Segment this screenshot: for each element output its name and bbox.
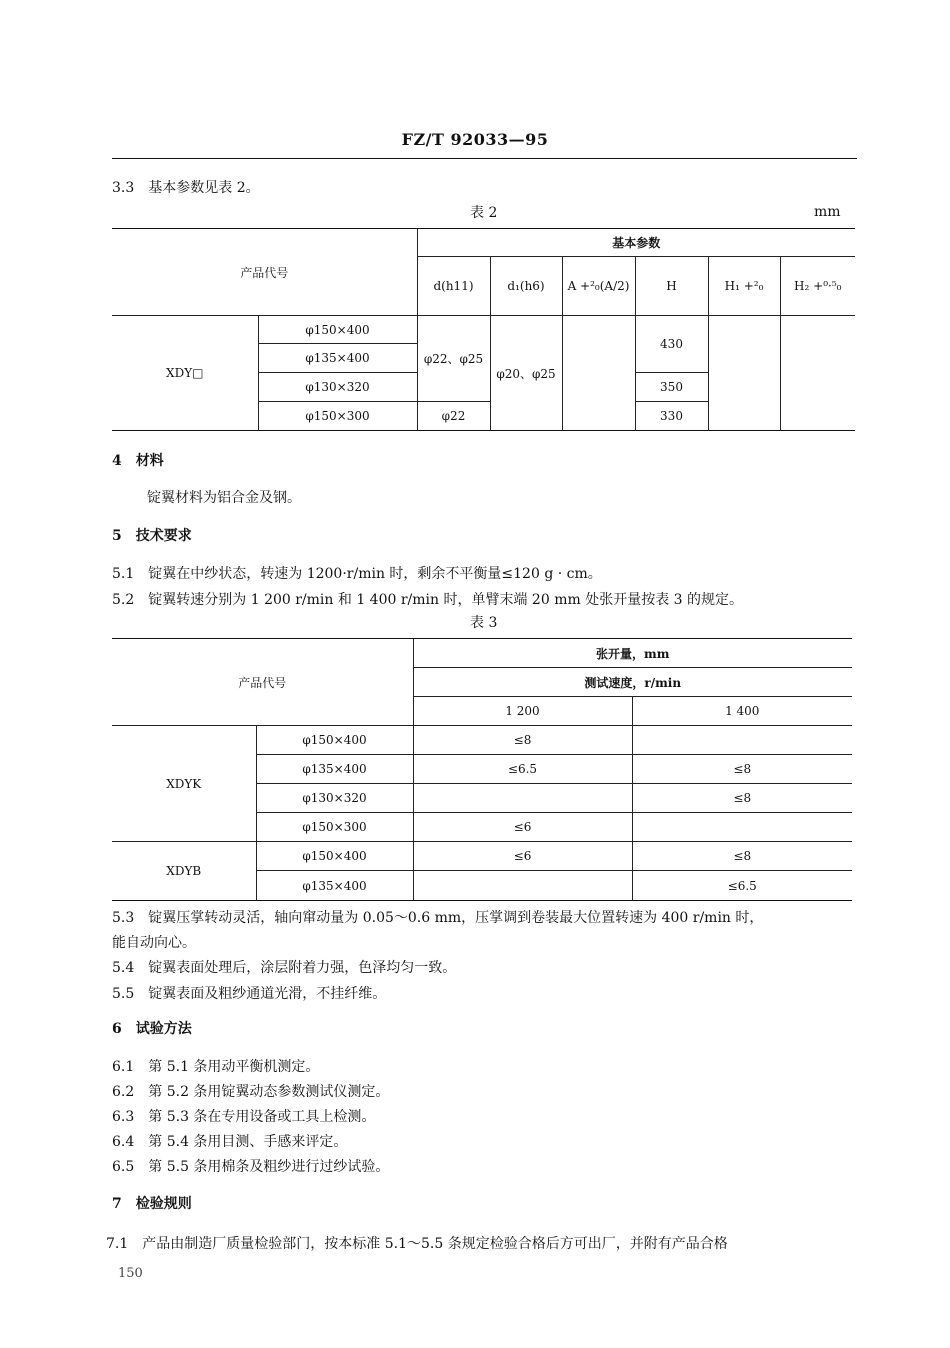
table2-size: φ150×400	[258, 316, 417, 344]
table-2	[112, 228, 855, 431]
table3-value-1400: ≤6.5	[632, 871, 852, 901]
table3-value-1400	[632, 726, 852, 755]
table2-subhead-d1: d₁(h6)	[490, 257, 562, 316]
page-number: 150	[118, 1266, 143, 1281]
table2-size: φ150×300	[258, 402, 417, 431]
table3-value-1200: ≤8	[413, 726, 632, 755]
table3-size: φ135×400	[256, 755, 413, 784]
table3-product-code: XDYK	[112, 726, 256, 842]
table3-value-1400: ≤8	[632, 755, 852, 784]
table3-product-code: XDYB	[112, 842, 256, 901]
table3-speed-1400: 1 400	[632, 697, 852, 726]
clause-6-4: 6.4 第 5.4 条用目测、手感来评定。	[112, 1134, 348, 1150]
table3-value-1400	[632, 813, 852, 842]
table3-size: φ150×300	[256, 813, 413, 842]
section-5-title: 5 技术要求	[112, 528, 192, 544]
clause-6-2: 6.2 第 5.2 条用锭翼动态参数测试仪测定。	[112, 1084, 390, 1100]
table3-value-1200	[413, 784, 632, 813]
table3-size: φ150×400	[256, 726, 413, 755]
table3-value-1200: ≤6.5	[413, 755, 632, 784]
clause-5-1: 5.1 锭翼在中纱状态，转速为 1200·r/min 时，剩余不平衡量≤120 g · cm。	[112, 566, 602, 582]
clause-6-3: 6.3 第 5.3 条在专用设备或工具上检测。	[112, 1109, 376, 1125]
table2-h-value: 330	[635, 402, 708, 431]
clause-5-5: 5.5 锭翼表面及粗纱通道光滑，不挂纤维。	[112, 986, 387, 1002]
clause-6-5: 6.5 第 5.5 条用棉条及粗纱进行过纱试验。	[112, 1159, 390, 1175]
table3-group-header: 张开量，mm	[413, 639, 852, 668]
table3-value-1400: ≤8	[632, 784, 852, 813]
table2-h-value: 430	[635, 316, 708, 373]
clause-7-1: 7.1 产品由制造厂质量检验部门，按本标准 5.1～5.5 条规定检验合格后方可出厂，并附有产品合格	[106, 1236, 728, 1252]
document-code: FZ/T 92033—95	[401, 130, 549, 149]
table2-h-value: 350	[635, 373, 708, 402]
table2-size: φ135×400	[258, 344, 417, 373]
table2-group-header: 基本参数	[417, 229, 855, 257]
clause-5-4: 5.4 锭翼表面处理后，涂层附着力强，色泽均匀一致。	[112, 960, 457, 976]
table-3	[112, 638, 852, 901]
table3-value-1200	[413, 871, 632, 901]
table3-size: φ130×320	[256, 784, 413, 813]
table2-d1-value: φ20、φ25	[490, 316, 562, 431]
table2-subhead-d: d(h11)	[417, 257, 490, 316]
clause-6-1: 6.1 第 5.1 条用动平衡机测定。	[112, 1059, 320, 1075]
table3-product-header: 产品代号	[112, 639, 413, 726]
table3-caption: 表 3	[470, 615, 498, 631]
section-6-title: 6 试验方法	[112, 1021, 192, 1037]
table2-a-value	[562, 316, 635, 431]
table2-unit: mm	[814, 204, 841, 220]
clause-5-3-continued: 能自动向心。	[112, 935, 196, 951]
section-7-title: 7 检验规则	[112, 1196, 192, 1212]
header-rule	[112, 158, 857, 159]
table2-size: φ130×320	[258, 373, 417, 402]
table3-value-1200: ≤6	[413, 813, 632, 842]
table2-subhead-h: H	[635, 257, 708, 316]
table3-speed-1200: 1 200	[413, 697, 632, 726]
clause-3-3: 3.3 基本参数见表 2。	[112, 180, 260, 196]
table2-h2-value	[780, 316, 855, 431]
table2-d-value: φ22	[417, 402, 490, 431]
table2-subhead-h1: H₁ +²₀	[708, 257, 780, 316]
table3-size: φ150×400	[256, 842, 413, 871]
table2-d-value: φ22、φ25	[417, 316, 490, 402]
table3-value-1200: ≤6	[413, 842, 632, 871]
table3-speed-header: 测试速度，r/min	[413, 668, 852, 697]
table2-product-header: 产品代号	[112, 229, 417, 316]
table3-size: φ135×400	[256, 871, 413, 901]
clause-5-2: 5.2 锭翼转速分别为 1 200 r/min 和 1 400 r/min 时，单臂末端 20 mm 处张开量按表 3 的规定。	[112, 592, 744, 608]
section-4-text: 锭翼材料为铝合金及钢。	[147, 490, 301, 506]
table2-subhead-h2: H₂ +⁰·⁵₀	[780, 257, 855, 316]
table2-caption: 表 2	[470, 205, 498, 221]
table2-product-code: XDY□	[112, 316, 258, 431]
table2-h1-value	[708, 316, 780, 431]
clause-5-3: 5.3 锭翼压掌转动灵活，轴向窜动量为 0.05～0.6 mm，压掌调到卷装最大位置转速为 400 r/min 时，	[112, 910, 764, 926]
table2-subhead-a: A +²₀(A/2)	[562, 257, 635, 316]
table3-value-1400: ≤8	[632, 842, 852, 871]
section-4-title: 4 材料	[112, 453, 164, 469]
